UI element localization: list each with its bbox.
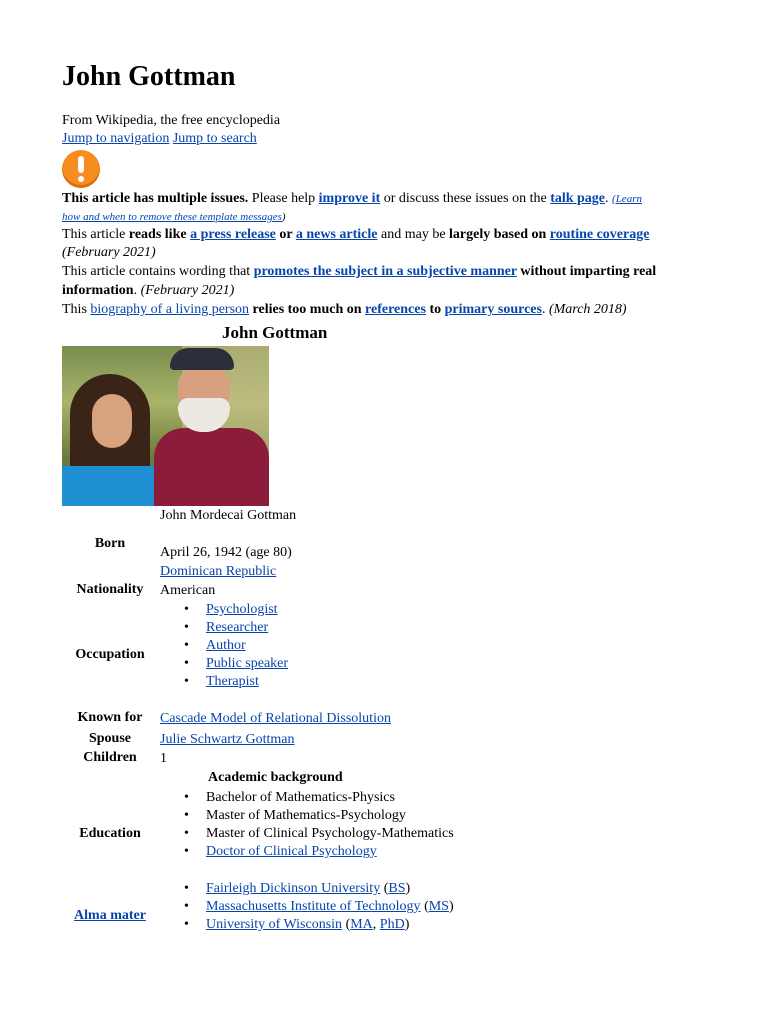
issues-text: Please help — [248, 191, 319, 206]
improve-it-link[interactable]: improve it — [318, 191, 381, 206]
paren: ( — [420, 899, 429, 914]
news-article-link[interactable]: a news article — [295, 227, 378, 242]
page-title: John Gottman — [62, 61, 236, 92]
issues-line-3 — [62, 263, 656, 281]
list-item: • Master of Mathematics-Psychology — [160, 807, 454, 825]
living-person-link[interactable]: biography of a living person — [90, 302, 250, 317]
list-item — [160, 619, 288, 637]
separator: , — [372, 917, 380, 932]
school-link[interactable]: University of Wisconsin — [206, 917, 343, 932]
issue-text: . — [541, 302, 549, 317]
issue-bold: largely based on — [449, 227, 547, 242]
list-item — [160, 655, 288, 673]
born-place — [160, 563, 276, 581]
list-item — [160, 898, 454, 916]
degree-link[interactable]: MS — [428, 899, 449, 914]
issue-text: This — [62, 302, 91, 317]
list-item — [160, 843, 454, 861]
list-item — [160, 637, 288, 655]
issues-paren: ) — [281, 211, 286, 223]
list-item: • Master of Clinical Psychology-Mathematics — [160, 825, 454, 843]
spouse-label: Spouse — [88, 731, 132, 746]
issue-text: This article contains wording that — [62, 264, 254, 279]
occupation-link[interactable]: Public speaker — [206, 656, 289, 671]
born-label: Born — [94, 536, 126, 551]
degree-link[interactable]: BS — [388, 881, 406, 896]
issue-bold: without imparting real — [516, 264, 657, 279]
dominican-republic-link[interactable]: Dominican Republic — [160, 564, 277, 579]
list-item — [160, 916, 454, 934]
doctor-clinical-psychology-link[interactable]: Doctor of Clinical Psychology — [206, 844, 377, 859]
issue-text: . — [133, 283, 141, 298]
occupation-list — [160, 601, 288, 691]
issue-bold: or — [275, 227, 296, 242]
learn-link[interactable]: (Learn — [612, 193, 642, 205]
list-item — [160, 601, 288, 619]
spouse-link[interactable]: Julie Schwartz Gottman — [160, 732, 295, 747]
issues-line-1b — [62, 208, 286, 226]
school-link[interactable]: Massachusetts Institute of Technology — [206, 899, 421, 914]
issue-bold: to — [425, 302, 445, 317]
issues-line-1 — [62, 190, 642, 208]
issue-text: This article — [62, 227, 129, 242]
spouse-value — [160, 731, 295, 749]
cascade-model-link[interactable]: Cascade Model of Relational Dissolution — [160, 711, 391, 726]
jump-to-search-link[interactable]: Jump to search — [172, 131, 257, 146]
tagline: From Wikipedia, the free encyclopedia — [62, 113, 281, 128]
issues-heading: This article has multiple issues. — [62, 191, 249, 206]
warning-exclamation-icon — [62, 150, 100, 188]
routine-coverage-link[interactable]: routine coverage — [549, 227, 650, 242]
alma-mater-list — [160, 880, 454, 934]
children-label: Children — [83, 750, 137, 765]
alma-mater-link[interactable]: Alma mater — [74, 908, 146, 923]
known-for-label: Known for — [77, 710, 143, 725]
issue-bold: reads like — [128, 227, 187, 242]
paren: ( — [342, 917, 351, 932]
nationality-value: American — [160, 583, 216, 598]
degree-link[interactable]: MA — [350, 917, 373, 932]
issues-line-3b — [62, 282, 234, 300]
learn-more-link[interactable]: how and when to remove these template messages — [62, 211, 282, 223]
education-label: Education — [79, 826, 141, 841]
issue-date: (March 2018) — [548, 302, 627, 317]
talk-page-link[interactable]: talk page — [550, 191, 606, 206]
occupation-label: Occupation — [75, 647, 145, 662]
occupation-link[interactable]: Psychologist — [206, 602, 278, 617]
infobox-title: John Gottman — [222, 323, 328, 342]
degree-link[interactable]: PhD — [379, 917, 405, 932]
occupation-link[interactable]: Researcher — [206, 620, 269, 635]
references-link[interactable]: references — [365, 302, 426, 317]
list-item — [160, 880, 454, 898]
press-release-link[interactable]: a press release — [190, 227, 276, 242]
list-item — [160, 673, 288, 691]
subjective-manner-link[interactable]: promotes the subject in a subjective manner — [253, 264, 517, 279]
paren: ) — [448, 899, 454, 914]
jump-links — [62, 130, 257, 148]
issues-text: . — [605, 191, 613, 206]
primary-sources-link[interactable]: primary sources — [444, 302, 542, 317]
list-item: • Bachelor of Mathematics-Physics — [160, 789, 454, 807]
education-list — [160, 789, 454, 861]
known-for-value — [160, 710, 391, 728]
paren: ( — [380, 881, 389, 896]
jump-to-navigation-link[interactable]: Jump to navigation — [62, 131, 170, 146]
issue-text: and may be — [377, 227, 450, 242]
born-date: April 26, 1942 (age 80) — [160, 545, 292, 560]
children-value: 1 — [160, 751, 167, 766]
issue-bold: relies too much on — [249, 302, 366, 317]
paren: ) — [405, 881, 411, 896]
school-link[interactable]: Fairleigh Dickinson University — [206, 881, 381, 896]
issues-line-2 — [62, 226, 649, 244]
occupation-link[interactable]: Author — [206, 638, 246, 653]
photo-caption: John Mordecai Gottman — [160, 508, 297, 523]
academic-background-header: Academic background — [208, 770, 343, 785]
issues-text: or discuss these issues on the — [380, 191, 551, 206]
issue-bold: information — [62, 283, 134, 298]
alma-mater-label — [61, 908, 159, 924]
nationality-label: Nationality — [76, 582, 144, 597]
issue-date: (February 2021) — [140, 283, 235, 298]
issue-date: (February 2021) — [62, 245, 156, 260]
paren: ) — [404, 917, 410, 932]
portrait-photo[interactable] — [62, 346, 269, 506]
occupation-link[interactable]: Therapist — [206, 674, 259, 689]
issues-line-4 — [62, 301, 627, 319]
